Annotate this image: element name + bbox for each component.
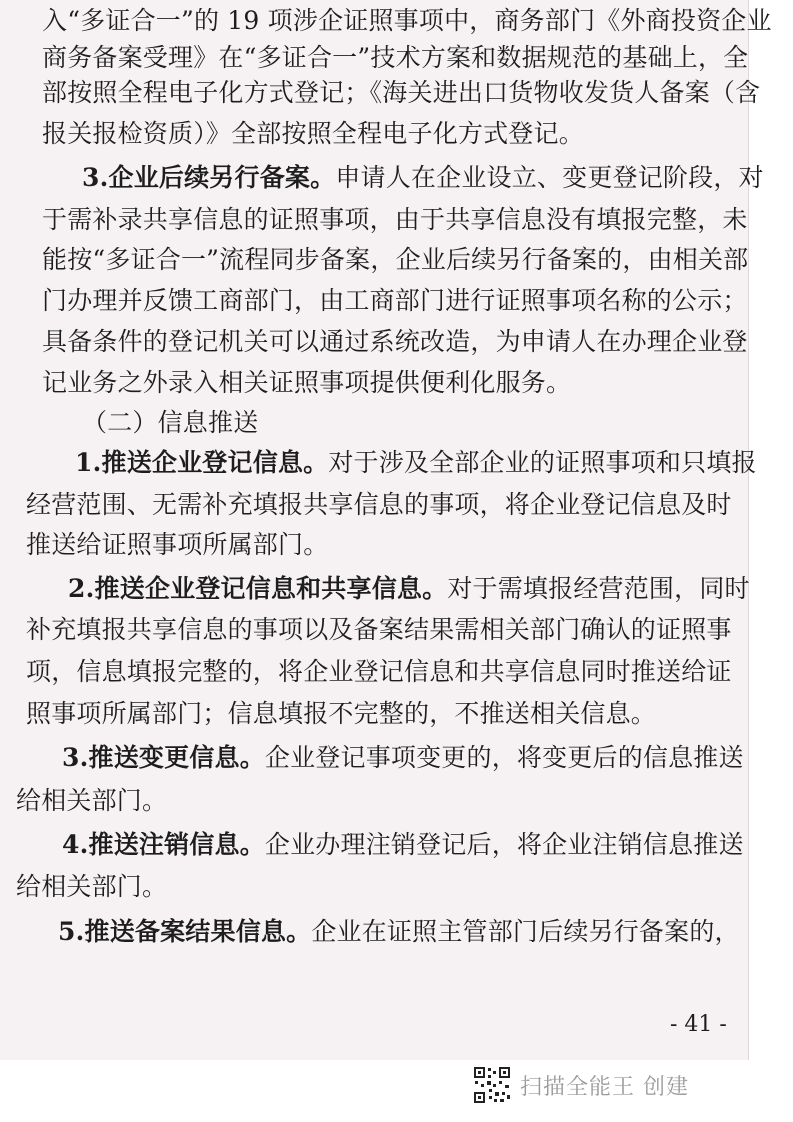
paragraph-line (42, 286, 748, 316)
qr-code-icon (472, 1065, 512, 1105)
paragraph-line (42, 245, 748, 275)
line-text: 具备条件的登记机关可以通过系统改造，为申请人在办理企业登 (42, 327, 748, 356)
line-text: 对于涉及全部企业的证照事项和只填报 (328, 448, 757, 477)
line-text: 补充填报共享信息的事项以及备案结果需相关部门确认的证照事 (26, 615, 732, 644)
line-text: 推送给证照事项所属部门。 (26, 530, 329, 559)
line-text: 记业务之外录入相关证照事项提供便利化服务。 (42, 368, 572, 397)
paragraph-line (62, 743, 744, 773)
paragraph-line (42, 327, 748, 357)
line-text: 给相关部门。 (16, 872, 168, 901)
paragraph-line (82, 408, 258, 438)
paragraph-line (26, 657, 732, 687)
line-text: 于需补录共享信息的证照事项，由于共享信息没有填报完整，未 (42, 205, 748, 234)
paragraph-line (16, 786, 167, 816)
paragraph-line (68, 574, 750, 604)
paragraph-line (42, 368, 571, 398)
item-heading: 2.推送企业登记信息和共享信息。 (68, 574, 448, 603)
item-heading: 5.推送备案结果信息。 (58, 917, 312, 946)
paragraph-line (58, 917, 740, 947)
line-text: 经营范围、无需补充填报共享信息的事项，将企业登记信息及时 (26, 490, 732, 519)
paragraph-line (42, 78, 760, 108)
line-text: 项，信息填报完整的，将企业登记信息和共享信息同时推送给证 (26, 657, 732, 686)
paragraph-line (26, 530, 328, 560)
paragraph-line (16, 872, 167, 902)
item-heading: 1.推送企业登记信息。 (75, 448, 329, 477)
paragraph-line (42, 43, 748, 73)
line-text: 给相关部门。 (16, 786, 168, 815)
scanner-watermark (472, 1064, 689, 1106)
paragraph-line (82, 163, 764, 193)
line-text: 部按照全程电子化方式登记；《海关进出口货物收发货人备案（含 (42, 78, 761, 107)
item-heading: 4.推送注销信息。 (62, 830, 265, 859)
line-text: 商务备案受理》在“多证合一”技术方案和数据规范的基础上，全 (42, 43, 749, 72)
paragraph-line (26, 699, 656, 729)
line-text: 照事项所属部门；信息填报不完整的，不推送相关信息。 (26, 699, 657, 728)
item-heading: 3.推送变更信息。 (62, 743, 265, 772)
paragraph-line (75, 448, 757, 478)
line-text: 能按“多证合一”流程同步备案，企业后续另行备案的，由相关部 (42, 245, 749, 274)
scanner-brand-text: 扫描全能王 创建 (520, 1074, 689, 1100)
paragraph-line (42, 119, 584, 149)
paragraph-line (26, 615, 732, 645)
page-number: - 41 - (670, 1012, 727, 1037)
line-text: 企业办理注销登记后，将企业注销信息推送 (264, 830, 744, 859)
line-text: 报关报检资质）》全部按照全程电子化方式登记。 (42, 119, 584, 148)
paragraph-line (26, 490, 732, 520)
line-text: 企业在证照主管部门后续另行备案的， (311, 917, 740, 946)
paragraph-line (62, 830, 744, 860)
line-text: 申请人在企业设立、变更登记阶段，对 (335, 163, 764, 192)
line-text: 门办理并反馈工商部门，由工商部门进行证照事项名称的公示； (42, 286, 748, 315)
line-text: 对于需填报经营范围，同时 (447, 574, 750, 603)
line-text: 入“多证合一”的 19 项涉企证照事项中，商务部门《外商投资企业 (42, 6, 772, 35)
item-heading: 3.企业后续另行备案。 (82, 163, 336, 192)
line-text: （二）信息推送 (82, 408, 259, 437)
paragraph-line (42, 6, 772, 36)
line-text: 企业登记事项变更的，将变更后的信息推送 (264, 743, 744, 772)
paragraph-line (42, 205, 748, 235)
